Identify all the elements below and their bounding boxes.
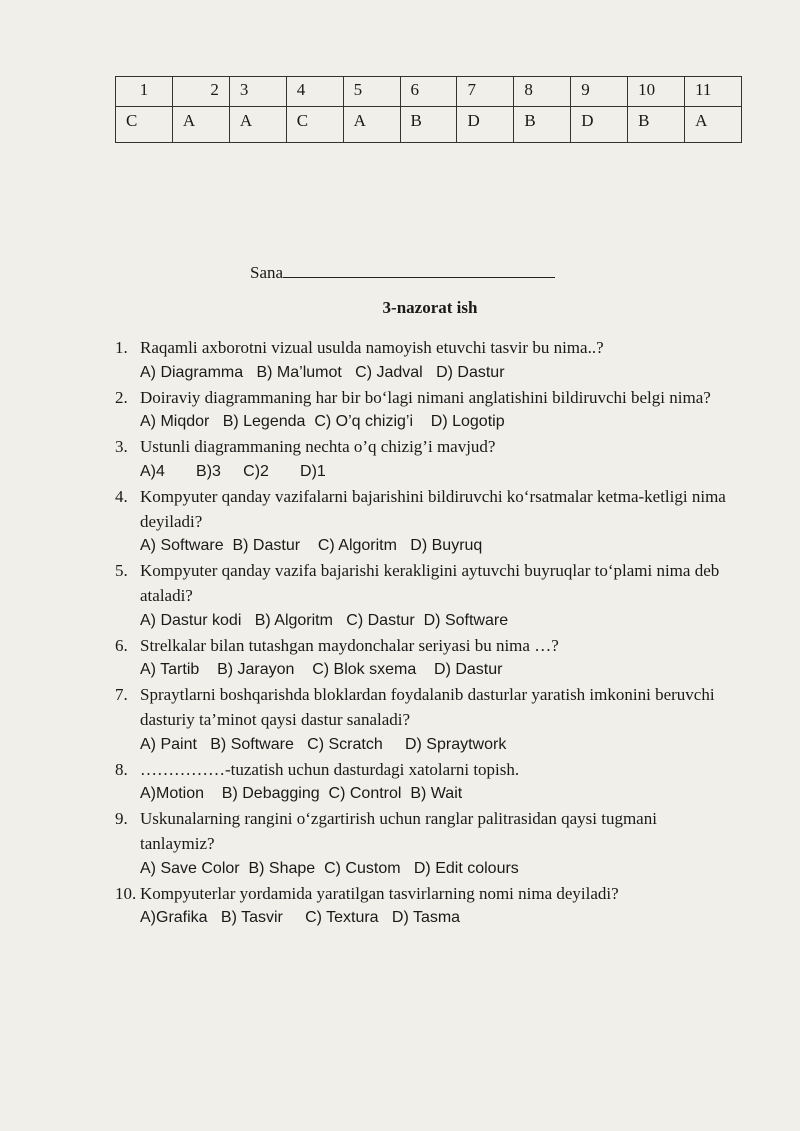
answer-key-table — [115, 76, 742, 143]
question-options: A) Miqdor B) Legenda C) O’q chizig’i D) Logotip — [140, 413, 505, 431]
question-number: 6. — [115, 635, 128, 655]
question-item — [115, 485, 735, 559]
answer-key-answer: C — [286, 107, 343, 143]
answer-key-number: 10 — [628, 77, 685, 107]
question-number: 2. — [115, 387, 128, 407]
question-text: Ustunli diagrammaning nechta o’q chizig’i mavjud? — [140, 437, 496, 457]
question-text: Raqamli axborotni vizual usulda namoyish etuvchi tasvir bu nima..? — [140, 338, 604, 357]
answer-key-number: 2 — [172, 77, 229, 107]
answer-key-number: 6 — [400, 77, 457, 107]
question-number: 1. — [115, 338, 128, 357]
answer-key-answer: A — [172, 107, 229, 143]
question-options: A)Grafika B) Tasvir C) Textura D) Tasma — [140, 909, 461, 927]
question-options: A) Dastur kodi B) Algoritm C) Dastur D) Software — [140, 611, 509, 629]
answer-key-answer: A — [343, 107, 400, 143]
question-item — [115, 336, 735, 386]
question-text: Kompyuter qanday vazifa bajarishi kerakligini aytuvchi buyruqlar to‘plami nima deb ataladi? — [140, 561, 720, 605]
answer-key-number: 7 — [457, 77, 514, 107]
question-list — [115, 336, 735, 931]
question-item — [115, 758, 735, 808]
answer-key-number: 4 — [286, 77, 343, 107]
question-number: 7. — [115, 685, 128, 705]
date-label: Sana — [250, 263, 284, 282]
question-item — [115, 559, 735, 633]
answer-key-answer: D — [571, 107, 628, 143]
question-options: A) Save Color B) Shape C) Custom D) Edit colours — [140, 859, 519, 877]
question-item — [115, 386, 735, 436]
answer-key-number: 11 — [685, 77, 742, 107]
question-number: 9. — [115, 809, 128, 829]
question-text: Doiraviy diagrammaning har bir bo‘lagi nimani anglatishini bildiruvchi belgi nima? — [140, 387, 711, 407]
question-item — [115, 435, 735, 485]
answer-key-answer: A — [685, 107, 742, 143]
answer-key-answer: D — [457, 107, 514, 143]
question-options: A) Software B) Dastur C) Algoritm D) Buyruq — [140, 537, 483, 555]
question-options: A) Paint B) Software C) Scratch D) Spraytwork — [140, 735, 507, 753]
answer-key-answer: B — [514, 107, 571, 143]
answer-key-number: 8 — [514, 77, 571, 107]
date-field — [250, 262, 555, 283]
answer-key-answers-row — [116, 107, 742, 143]
question-number: 8. — [115, 759, 128, 779]
question-number: 3. — [115, 437, 128, 457]
page-title: 3-nazorat ish — [382, 298, 478, 317]
answer-key-number: 5 — [343, 77, 400, 107]
question-number: 4. — [115, 486, 128, 506]
answer-key-answer: B — [628, 107, 685, 143]
answer-key-numbers-row — [116, 77, 742, 107]
question-options: A) Diagramma B) Ma’lumot C) Jadval D) Dastur — [140, 363, 505, 381]
question-text: Uskunalarning rangini o‘zgartirish uchun ranglar palitrasidan qaysi tugmani tanlaymiz? — [140, 809, 657, 853]
question-text: Kompyuterlar yordamida yaratilgan tasvirlarning nomi nima deyiladi? — [140, 883, 619, 903]
question-number: 10. — [115, 883, 137, 903]
question-text: ……………-tuzatish uchun dasturdagi xatolarni topish. — [140, 759, 520, 779]
answer-key-number: 1 — [116, 77, 173, 107]
question-item — [115, 634, 735, 684]
question-options: A)Motion B) Debagging C) Control B) Wait — [140, 785, 463, 803]
question-text: Kompyuter qanday vazifalarni bajarishini bildiruvchi ko‘rsatmalar ketma-ketligi nima deyiladi? — [140, 486, 726, 531]
date-blank-line[interactable] — [283, 262, 555, 278]
answer-key-answer: C — [116, 107, 173, 143]
question-item — [115, 807, 735, 881]
question-item — [115, 882, 735, 932]
answer-key-number: 9 — [571, 77, 628, 107]
question-text: Spraytlarni boshqarishda bloklardan foydalanib dasturlar yaratish imkonini beruvchi dasturiy ta’minot qaysi dastur sanaladi? — [140, 685, 715, 729]
question-text: Strelkalar bilan tutashgan maydonchalar seriyasi bu nima …? — [140, 635, 559, 655]
answer-key-number: 3 — [229, 77, 286, 107]
question-number: 5. — [115, 561, 128, 581]
question-options: A)4 B)3 C)2 D)1 — [140, 462, 326, 480]
question-item — [115, 683, 735, 757]
question-options: A) Tartib B) Jarayon C) Blok sxema D) Dastur — [140, 661, 503, 679]
answer-key-answer: B — [400, 107, 457, 143]
answer-key-answer: A — [229, 107, 286, 143]
